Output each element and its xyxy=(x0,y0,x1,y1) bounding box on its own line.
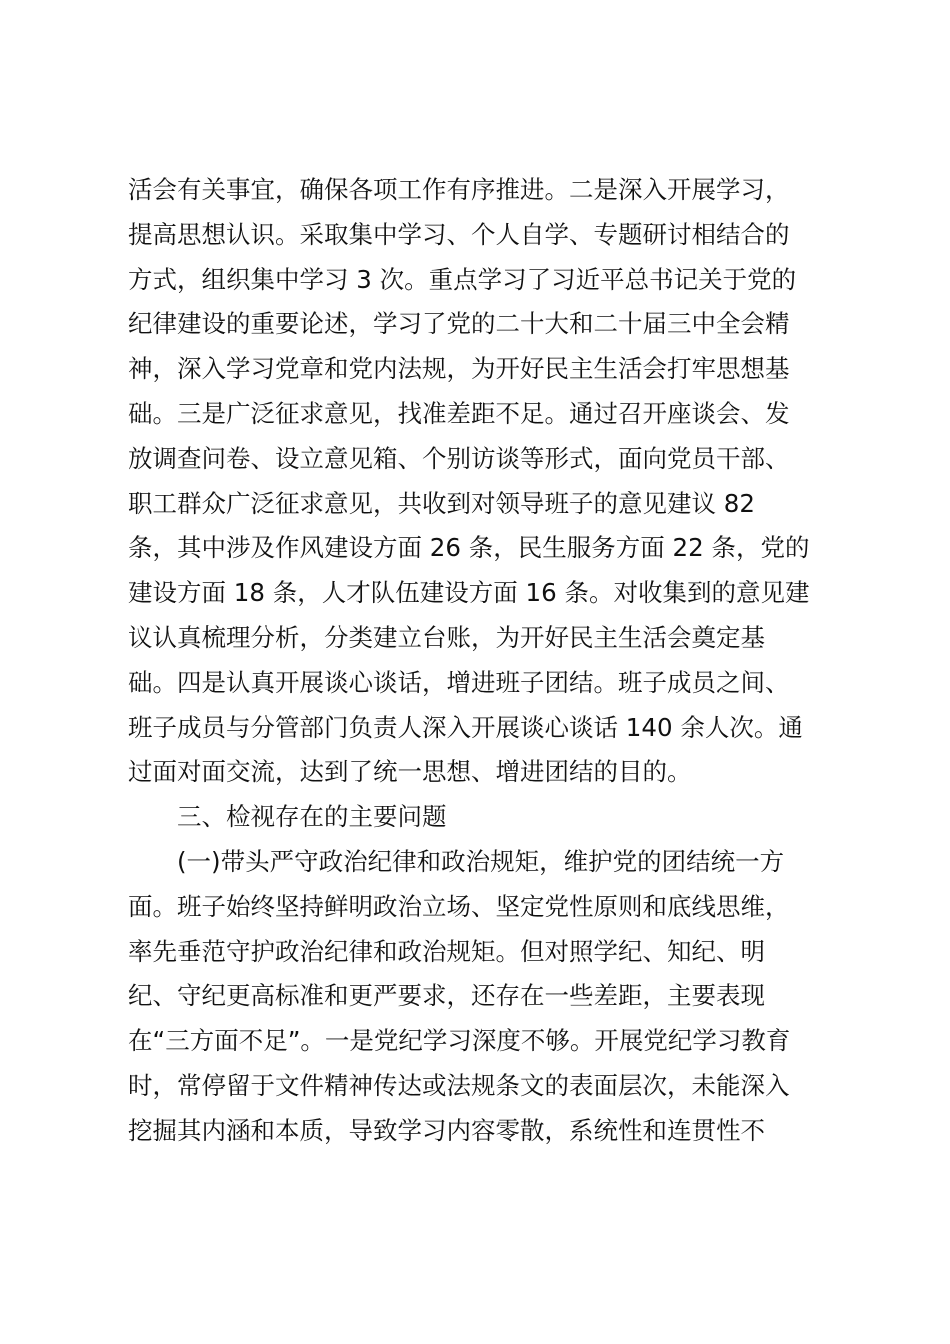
text-line-7: 放调查问卷、设立意见箱、个别访谈等形式，面向党员干部、 xyxy=(128,443,790,473)
text-line-10: 建设方面 18 条，人才队伍建设方面 16 条。对收集到的意见建 xyxy=(128,578,810,608)
text-line-3: 方式，组织集中学习 3 次。重点学习了习近平总书记关于党的 xyxy=(128,264,797,294)
text-line-5: 神，深入学习党章和党内法规，为开好民主生活会打牢思想基 xyxy=(128,354,790,384)
text-line-6: 础。三是广泛征求意见，找准差距不足。通过召开座谈会、发 xyxy=(128,398,790,428)
text-line-12: 础。四是认真开展谈心谈话，增进班子团结。班子成员之间、 xyxy=(128,667,790,697)
text-line-1: 活会有关事宜，确保各项工作有序推进。二是深入开展学习， xyxy=(128,175,790,204)
text-line-4: 纪律建设的重要论述，学习了党的二十大和二十届三中全会精 xyxy=(128,309,790,339)
text-line-20: 在“三方面不足”。一是党纪学习深度不够。开展党纪学习教育 xyxy=(128,1026,791,1056)
text-line-21: 时，常停留于文件精神传达或法规条文的表面层次，未能深入 xyxy=(128,1070,790,1100)
text-line-13: 班子成员与分管部门负责人深入开展谈心谈话 140 余人次。通 xyxy=(128,712,803,742)
section-heading: 三、检视存在的主要问题 xyxy=(177,802,447,832)
text-line-22: 挖掘其内涵和本质，导致学习内容零散，系统性和连贯性不 xyxy=(128,1115,765,1145)
document-body xyxy=(128,168,828,1154)
text-line-18: 率先垂范守护政治纪律和政治规矩。但对照学纪、知纪、明 xyxy=(128,936,765,966)
text-line-19: 纪、守纪更高标准和更严要求，还存在一些差距，主要表现 xyxy=(128,981,765,1011)
text-line-9: 条，其中涉及作风建设方面 26 条，民生服务方面 22 条，党的 xyxy=(128,533,810,563)
text-line-17: 面。班子始终坚持鲜明政治立场、坚定党性原则和底线思维， xyxy=(128,891,790,921)
subsection-heading-line: (一)带头严守政治纪律和政治规矩，维护党的团结统一方 xyxy=(177,846,785,876)
text-line-11: 议认真梳理分析，分类建立台账，为开好民主生活会奠定基 xyxy=(128,622,765,652)
text-line-2: 提高思想认识。采取集中学习、个人自学、专题研讨相结合的 xyxy=(128,219,790,249)
text-line-8: 职工群众广泛征求意见，共收到对领导班子的意见建议 82 xyxy=(128,488,755,518)
text-line-14: 过面对面交流，达到了统一思想、增进团结的目的。 xyxy=(128,757,692,787)
